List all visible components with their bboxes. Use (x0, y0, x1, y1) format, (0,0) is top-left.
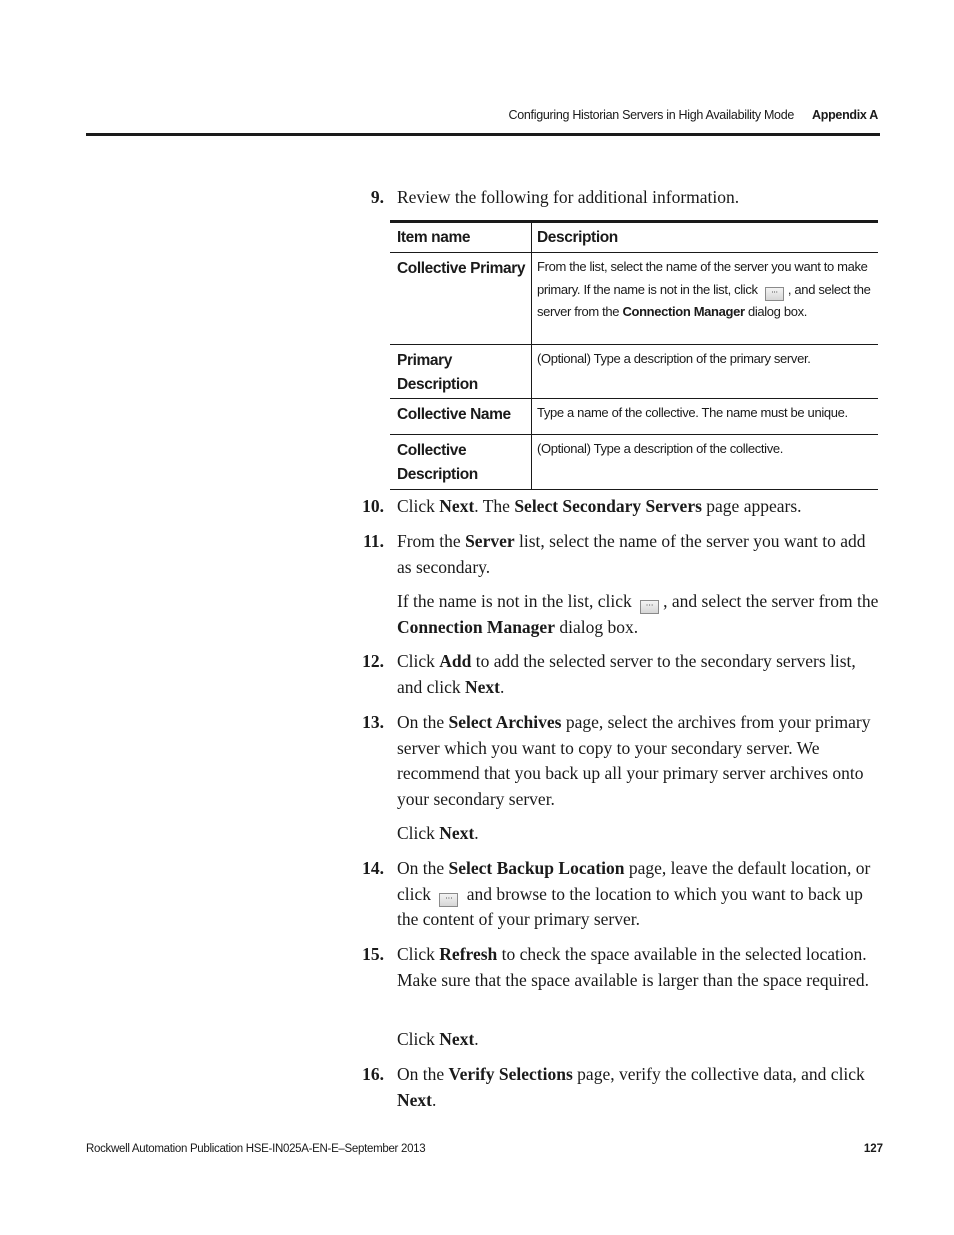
description-text: From the list, select the name of the server you want to make primary. If the name is not in the list, click (537, 259, 868, 297)
item-description: Type a name of the collective. The name must be unique. (537, 405, 848, 420)
step-bold: Next (439, 1029, 475, 1049)
item-name: Collective Primary (390, 253, 532, 345)
step-text: to check the space available in the selected location. Make sure that the space available is larger than the space required. (397, 944, 869, 990)
footer-publication: Rockwell Automation Publication HSE-IN025A-EN-E–September 2013 (86, 1143, 426, 1155)
step-14 (362, 856, 879, 933)
description-text: , and select the server from the (537, 281, 871, 319)
item-description (532, 253, 879, 345)
step-10 (362, 494, 879, 520)
step-bold: Refresh (439, 944, 498, 964)
step-11-paragraph (397, 589, 879, 640)
step-bold: Next (439, 823, 475, 843)
browse-button-icon: ··· (439, 893, 458, 907)
table-row (390, 435, 878, 490)
step-9 (370, 185, 879, 211)
step-15 (362, 942, 879, 993)
step-text: From the (397, 531, 466, 551)
item-description: (Optional) Type a description of the collective. (537, 441, 783, 456)
header-rule (86, 133, 880, 136)
step-text: page, select the archives from your primary server which you want to copy to your secondary server. We recommend that you back up all your primary server archives onto your secondary server. (397, 712, 871, 809)
page-number: 127 (863, 1143, 883, 1155)
step-text: . (474, 1029, 479, 1049)
step-text: On the (397, 858, 449, 878)
step-text: . The (474, 496, 515, 516)
column-header-description: Description (537, 229, 618, 246)
step-text: Click (397, 944, 440, 964)
step-text: Click (397, 823, 440, 843)
step-text: dialog box. (554, 616, 639, 637)
step-bold: Select Secondary Servers (514, 496, 702, 516)
step-13 (362, 710, 879, 812)
step-text: . (474, 823, 479, 843)
info-table (390, 220, 878, 490)
step-number: 9. (370, 187, 384, 207)
running-header (509, 108, 878, 122)
step-text: page appears. (701, 496, 802, 516)
step-number: 13. (362, 712, 384, 732)
step-text: page, verify the collective data, and click (572, 1064, 865, 1084)
step-text: Review the following for additional information. (397, 187, 740, 207)
step-15-paragraph (397, 1027, 879, 1053)
browse-button-icon: ··· (765, 287, 784, 301)
item-name: Collective Name (390, 399, 532, 435)
step-text: On the (397, 1064, 449, 1084)
header-appendix: Appendix A (812, 108, 878, 122)
step-text: list, select the name of the server you want to add as secondary. (397, 531, 866, 577)
step-bold: Next (397, 1089, 432, 1110)
step-bold: Verify Selections (448, 1064, 573, 1084)
step-text: . (500, 676, 505, 697)
step-13-paragraph (397, 821, 879, 847)
step-number: 14. (362, 858, 384, 878)
step-number: 11. (363, 531, 384, 551)
table-row (390, 345, 878, 399)
step-11 (363, 529, 879, 580)
step-bold: Connection Manager (397, 616, 555, 637)
item-name: Collective Description (390, 435, 532, 490)
step-12 (362, 649, 879, 700)
column-header-item-name: Item name (390, 222, 532, 253)
step-bold: Select Archives (448, 712, 562, 732)
step-text: If the name is not in the list, click (397, 591, 632, 611)
step-text: . (431, 1089, 437, 1110)
step-bold: Server (465, 531, 515, 551)
step-text: and browse to the location to which you want to back up the content of your primary server. (397, 883, 863, 929)
step-text: to add the selected server to the secondary servers list, and click (397, 651, 856, 697)
description-bold: Connection Manager (622, 304, 745, 319)
step-bold: Select Backup Location (448, 858, 625, 878)
step-text: page, leave the default location, or click (397, 858, 871, 904)
browse-button-icon: ··· (640, 600, 659, 614)
item-description: (Optional) Type a description of the primary server. (537, 351, 811, 366)
step-number: 10. (362, 496, 384, 516)
header-title: Configuring Historian Servers in High Availability Mode (508, 108, 795, 122)
item-name: Primary Description (390, 345, 532, 399)
step-number: 15. (362, 944, 384, 964)
step-text: Click (397, 496, 440, 516)
table-row (390, 253, 878, 345)
step-text: Click (397, 651, 440, 671)
description-text: dialog box. (744, 304, 807, 319)
step-text: , and select the server from the (663, 591, 879, 611)
step-number: 12. (362, 651, 384, 671)
step-bold: Next (439, 496, 475, 516)
table-row (390, 399, 878, 435)
step-text: Click (397, 1029, 440, 1049)
step-bold: Next (465, 676, 501, 697)
step-16 (362, 1062, 879, 1113)
step-bold: Add (439, 651, 472, 671)
step-text: On the (397, 712, 449, 732)
table-header-row (390, 222, 878, 253)
step-number: 16. (362, 1064, 384, 1084)
